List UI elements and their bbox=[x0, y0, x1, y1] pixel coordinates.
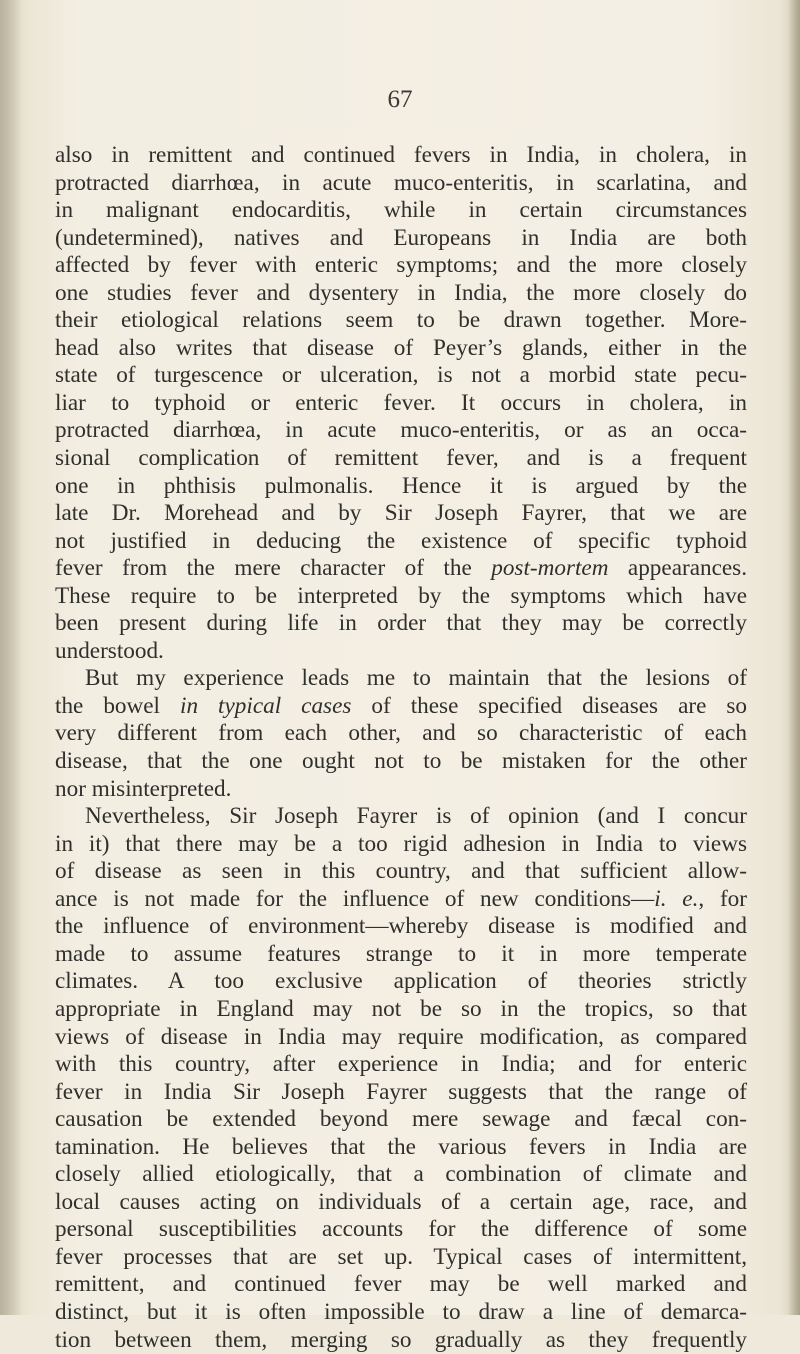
text-line bbox=[55, 252, 747, 280]
text-line bbox=[55, 831, 747, 859]
text-segment: fever from the mere character of the bbox=[55, 555, 492, 582]
body-text bbox=[55, 142, 747, 1354]
text-line bbox=[55, 886, 747, 914]
text-segment: local causes acting on individuals of a certain age, race, and bbox=[55, 1188, 747, 1215]
text-segment: But my experience leads me to maintain that the lesions of bbox=[85, 665, 747, 692]
text-line bbox=[55, 1161, 747, 1189]
text-line bbox=[55, 748, 747, 776]
text-segment: personal susceptibilities accounts for the difference of some bbox=[55, 1216, 747, 1243]
text-segment: not justified in deducing the existence of specific typhoid bbox=[55, 527, 747, 554]
text-segment: affected by fever with enteric symptoms; and the more closely bbox=[55, 252, 747, 279]
text-line bbox=[55, 913, 747, 941]
text-segment: (undetermined), natives and Europeans in India are both bbox=[55, 224, 747, 251]
text-segment: understood. bbox=[55, 637, 164, 664]
text-line bbox=[55, 280, 747, 308]
text-segment: also in remittent and continued fevers in India, in cholera, in bbox=[55, 142, 747, 168]
text-segment: appearances. bbox=[608, 555, 747, 582]
italic-text: i. e. bbox=[654, 885, 699, 912]
text-line bbox=[55, 1134, 747, 1162]
text-segment: tion between them, merging so gradually as they frequently bbox=[55, 1326, 747, 1353]
text-line bbox=[55, 610, 747, 638]
binding-shadow bbox=[0, 0, 22, 1315]
text-segment: sional complication of remittent fever, and is a frequent bbox=[55, 445, 747, 472]
text-line bbox=[55, 197, 747, 225]
text-segment: climates. A too exclusive application of theories strictly bbox=[55, 968, 747, 995]
text-line bbox=[55, 1189, 747, 1217]
text-line bbox=[55, 473, 747, 501]
text-line bbox=[55, 693, 747, 721]
text-line bbox=[55, 555, 747, 583]
page-number: 67 bbox=[387, 86, 413, 113]
text-segment: of these specified diseases are so bbox=[351, 692, 747, 719]
page-edge bbox=[788, 0, 800, 1315]
text-line bbox=[55, 1216, 747, 1244]
text-segment: These require to be interpreted by the symptoms which have bbox=[55, 582, 747, 609]
text-line bbox=[55, 858, 747, 886]
text-line bbox=[55, 335, 747, 363]
text-line bbox=[55, 390, 747, 418]
text-segment: one studies fever and dysentery in India, the more closely do bbox=[55, 279, 747, 306]
text-line bbox=[55, 528, 747, 556]
text-line bbox=[55, 968, 747, 996]
text-line bbox=[55, 1299, 747, 1327]
text-segment: appropriate in England may not be so in the tropics, so that bbox=[55, 995, 747, 1022]
text-segment: one in phthisis pulmonalis. Hence it is argued by the bbox=[55, 472, 747, 499]
text-segment: in malignant endocarditis, while in certain circumstances bbox=[55, 197, 747, 224]
text-segment: made to assume features strange to it in more temperate bbox=[55, 940, 747, 967]
text-line bbox=[55, 170, 747, 198]
text-line bbox=[55, 1271, 747, 1299]
text-segment: head also writes that disease of Peyer’s glands, either in the bbox=[55, 334, 747, 361]
text-segment: views of disease in India may require modification, as compared bbox=[55, 1023, 747, 1050]
text-segment: of disease as seen in this country, and that sufficient allow- bbox=[55, 858, 747, 885]
text-segment: protracted diarrhœa, in acute muco-enteritis, in scarlatina, and bbox=[55, 169, 747, 196]
text-segment: late Dr. Morehead and by Sir Joseph Fayrer, that we are bbox=[55, 500, 747, 527]
text-line bbox=[55, 1024, 747, 1052]
text-line bbox=[55, 500, 747, 528]
text-segment: their etiological relations seem to be drawn together. More- bbox=[55, 307, 747, 334]
text-segment: protracted diarrhœa, in acute muco-enteritis, or as an occa- bbox=[55, 417, 747, 444]
text-segment: fever processes that are set up. Typical cases of intermittent, bbox=[55, 1243, 747, 1270]
text-segment: , for bbox=[698, 885, 747, 912]
text-segment: been present during life in order that they may be correctly bbox=[55, 610, 747, 637]
text-segment: Nevertheless, Sir Joseph Fayrer is of opinion (and I concur bbox=[85, 803, 747, 830]
text-segment: remittent, and continued fever may be well marked and bbox=[55, 1271, 747, 1298]
text-segment: the influence of environment—whereby disease is modified and bbox=[55, 913, 747, 940]
text-segment: ance is not made for the influence of new conditions— bbox=[55, 885, 655, 912]
italic-text: in typical cases bbox=[180, 692, 352, 719]
text-segment: causation be extended beyond mere sewage and fæcal con- bbox=[55, 1106, 747, 1133]
text-line bbox=[55, 720, 747, 748]
text-segment: fever in India Sir Joseph Fayrer suggests that the range of bbox=[55, 1078, 747, 1105]
text-line bbox=[55, 1079, 747, 1107]
text-line bbox=[55, 1244, 747, 1272]
text-line bbox=[55, 1327, 747, 1354]
text-segment: nor misinterpreted. bbox=[55, 775, 232, 802]
text-segment: disease, that the one ought not to be mistaken for the other bbox=[55, 748, 747, 775]
text-line bbox=[55, 417, 747, 445]
text-segment: distinct, but it is often impossible to draw a line of demarca- bbox=[55, 1298, 747, 1325]
text-line bbox=[55, 583, 747, 611]
text-segment: the bowel bbox=[55, 692, 181, 719]
text-line bbox=[55, 225, 747, 253]
text-line bbox=[55, 142, 747, 170]
text-line bbox=[55, 776, 747, 804]
text-line bbox=[55, 803, 747, 831]
text-line bbox=[55, 638, 747, 666]
text-line bbox=[55, 996, 747, 1024]
text-segment: state of turgescence or ulceration, is not a morbid state pecu- bbox=[55, 362, 747, 389]
italic-text: post-mortem bbox=[491, 555, 609, 582]
text-line bbox=[55, 665, 747, 693]
text-segment: closely allied etiologically, that a combination of climate and bbox=[55, 1161, 747, 1188]
text-segment: very different from each other, and so characteristic of each bbox=[55, 720, 747, 747]
text-line bbox=[55, 307, 747, 335]
text-segment: liar to typhoid or enteric fever. It occurs in cholera, in bbox=[55, 389, 747, 416]
text-line bbox=[55, 941, 747, 969]
text-segment: in it) that there may be a too rigid adhesion in India to views bbox=[55, 830, 747, 857]
text-line bbox=[55, 1051, 747, 1079]
text-segment: tamination. He believes that the various fevers in India are bbox=[55, 1133, 747, 1160]
text-segment: with this country, after experience in India; and for enteric bbox=[55, 1051, 747, 1078]
text-line bbox=[55, 445, 747, 473]
text-line bbox=[55, 362, 747, 390]
text-line bbox=[55, 1106, 747, 1134]
